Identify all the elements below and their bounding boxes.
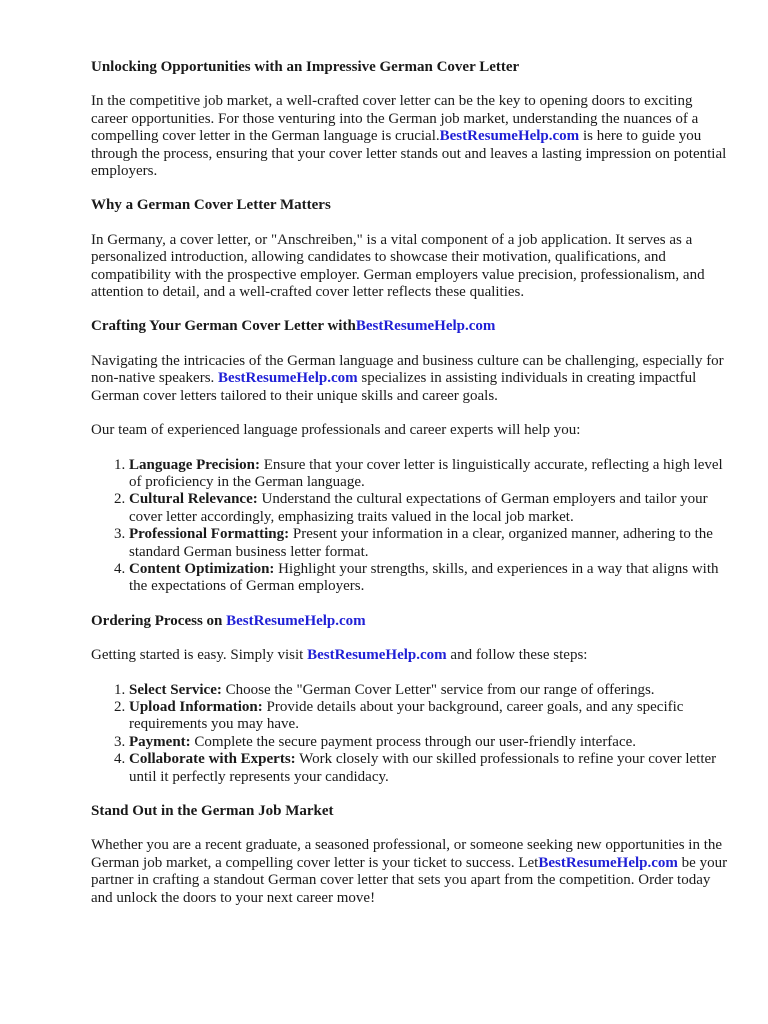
closing-paragraph	[91, 837, 728, 907]
list-item	[129, 561, 728, 596]
bestresumehelp-link[interactable]: BestResumeHelp.com	[538, 854, 678, 871]
steps-list	[91, 682, 728, 786]
ordering-paragraph	[91, 647, 728, 664]
list-item-text: Present your information in a clear, organized manner, adhering to the standard German business letter format.	[129, 526, 713, 560]
bestresumehelp-link[interactable]: BestResumeHelp.com	[307, 647, 447, 664]
intro-text-cont: is here to guide you through the process, ensuring that your cover letter stands out and leaves a lasting impression on potential employers.	[91, 128, 727, 180]
ordering-text-cont: and follow these steps:	[446, 647, 588, 664]
list-item-label: Select Service:	[129, 681, 222, 698]
list-item-text: Highlight your strengths, skills, and experiences in a way that aligns with the expectations of German employers.	[129, 560, 719, 595]
list-item-label: Payment:	[129, 733, 191, 750]
intro-paragraph	[91, 93, 728, 180]
section-heading-why: Why a German Cover Letter Matters	[91, 197, 331, 214]
list-item-label: Cultural Relevance:	[129, 491, 258, 508]
list-item	[129, 751, 728, 786]
list-item	[129, 457, 728, 492]
list-item-text: Understand the cultural expectations of German employers and tailor your cover letter accordingly, emphasizing traits valued in the local job market.	[129, 491, 708, 525]
closing-text: Whether you are a recent graduate, a seasoned professional, or someone seeking new opportunities in the German job market, a compelling cover letter is your ticket to success. Let	[91, 837, 723, 871]
bestresumehelp-link[interactable]: BestResumeHelp.com	[218, 370, 358, 387]
list-item-text: Provide details about your background, career goals, and any specific requirements you may have.	[129, 698, 684, 733]
list-item-text: Ensure that your cover letter is linguistically accurate, reflecting a high level of proficiency in the German language.	[129, 456, 723, 490]
list-item-label: Collaborate with Experts:	[129, 751, 296, 768]
list-item	[129, 682, 728, 699]
list-item-label: Content Optimization:	[129, 560, 275, 577]
team-paragraph: Our team of experienced language professionals and career experts will help you:	[91, 422, 581, 439]
why-paragraph: In Germany, a cover letter, or "Anschreiben," is a vital component of a job application. It serves as a personalized introduction, allowing candidates to showcase their motivation, qualifications, and compatibility with the prospective employer. German employers value precision, professionalism, and attention to detail, and a well-crafted cover letter reflects these qualities.	[91, 231, 705, 301]
crafting-heading-text: Crafting Your German Cover Letter with	[91, 318, 356, 335]
benefits-list	[91, 457, 728, 596]
bestresumehelp-link[interactable]: BestResumeHelp.com	[226, 612, 366, 629]
list-item	[129, 491, 728, 526]
bestresumehelp-link[interactable]: BestResumeHelp.com	[439, 128, 580, 145]
bestresumehelp-link[interactable]: BestResumeHelp.com	[355, 318, 496, 335]
list-item-text: Choose the "German Cover Letter" service from our range of offerings.	[221, 681, 655, 698]
section-heading-stand-out: Stand Out in the German Job Market	[91, 803, 334, 819]
list-item-label: Professional Formatting:	[129, 526, 290, 543]
list-item-text: Work closely with our skilled professionals to refine your cover letter until it perfectly represents your candidacy.	[129, 751, 717, 785]
crafting-paragraph	[91, 353, 728, 405]
list-item-label: Language Precision:	[129, 456, 260, 473]
section-heading-unlocking: Unlocking Opportunities with an Impressive German Cover Letter	[91, 59, 520, 75]
ordering-heading-text: Ordering Process on	[91, 612, 227, 629]
ordering-text: Getting started is easy. Simply visit	[91, 647, 308, 664]
list-item	[129, 734, 728, 751]
list-item	[129, 699, 728, 734]
section-heading-ordering	[91, 613, 728, 630]
list-item-label: Upload Information:	[129, 698, 263, 715]
intro-text: In the competitive job market, a well-crafted cover letter can be the key to opening doors to exciting career opportunities. For those venturing into the German job market, understanding the nuances of a compelling cover letter in the German language is crucial.	[91, 93, 699, 145]
list-item-text: Complete the secure payment process through our user-friendly interface.	[190, 733, 637, 750]
crafting-text: Navigating the intricacies of the German language and business culture can be challenging, especially for non-native speakers.	[91, 352, 724, 387]
closing-text-cont: be your partner in crafting a standout German cover letter that sets you apart from the competition. Order today and unlock the doors to your next career move!	[91, 854, 728, 906]
section-heading-crafting	[91, 318, 728, 335]
crafting-text-cont: specializes in assisting individuals in creating impactful German cover letters tailored to their unique skills and career goals.	[91, 370, 697, 404]
list-item	[129, 526, 728, 561]
